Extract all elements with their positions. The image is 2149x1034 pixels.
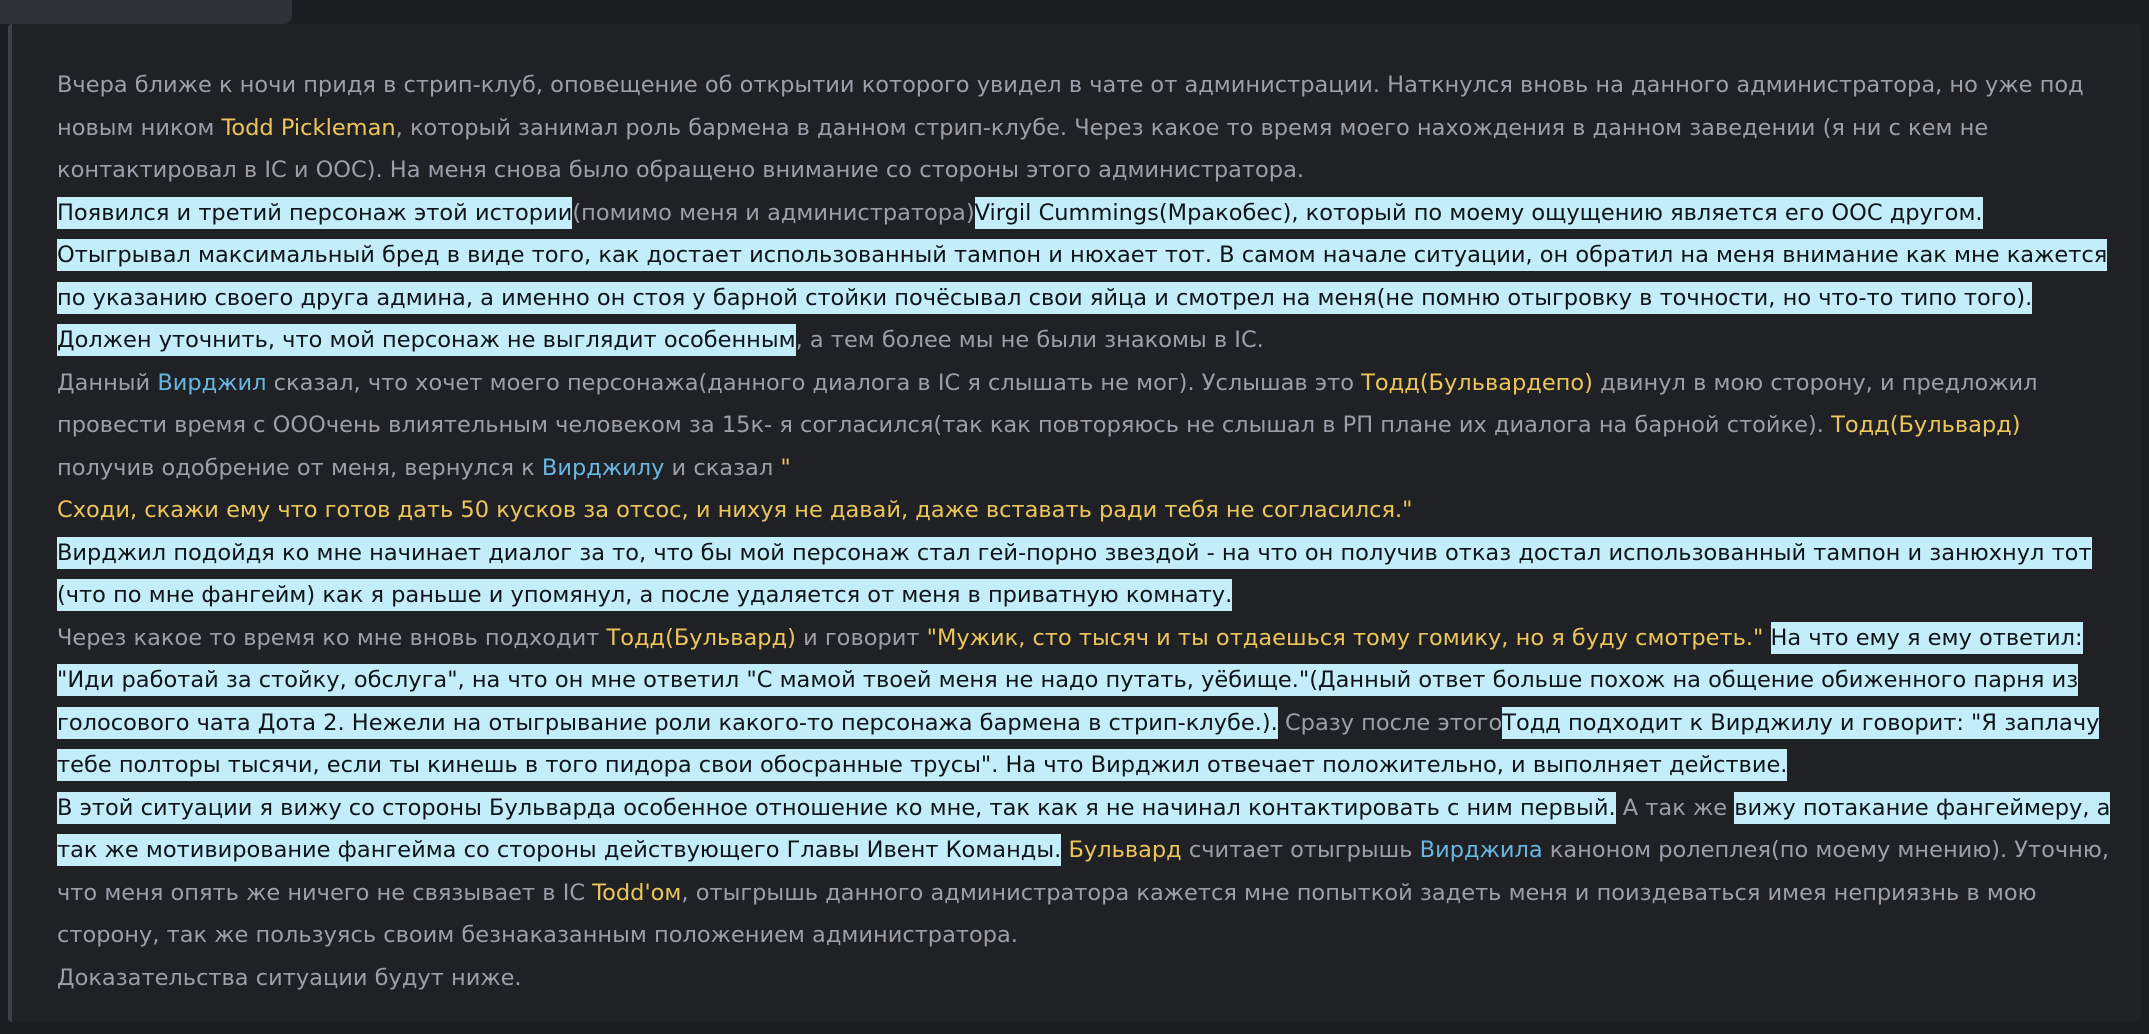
- name-todd: Тодд(Бульвард): [1831, 412, 2021, 438]
- name-virgil: Вирджила: [1419, 837, 1543, 863]
- highlighted-text: Тодд подходит к Вирджилу и говорит: "Я заплачу тебе полторы тысячи, если ты кинешь в того пидора свои обосранные трусы". На что Вирджил отвечает положительно, и выполняет действие.: [57, 707, 2099, 782]
- text-segment: Данный: [57, 369, 158, 396]
- highlighted-text: На что ему я ему ответил: "Иди работай за стойку, обслуга", на что он мне ответил "С мамой твоей меня не надо путать, уёбище."(Данный ответ больше похож на общение обиженного парня из голосового чата Дота 2. Нежели на отыгрывание роли какого-то персонажа бармена в стрип-клубе.).: [57, 622, 2083, 739]
- paragraph-3: [57, 362, 2112, 490]
- username-todd-pickleman: Todd Pickleman: [221, 114, 396, 141]
- highlighted-text: Virgil Cummings(Мракобес), который по моему ощущению является его ООС другом. Отыгрывал максимальный бред в виде того, как достает использованный тампон и нюхает тот. В самом начале ситуации, он обратил на меня внимание как мне кажется по указанию своего друга админа, а именно он стоя у барной стойки почёсывал свои яйца и смотрел на меня(не помню отыгровку в точности, но что-то типо того).: [57, 197, 2107, 314]
- post-body: [57, 64, 2112, 999]
- text-segment: сказал, что хочет моего персонажа(данного диалога в IC я слышать не мог). Услышав это: [266, 369, 1362, 396]
- text-segment: двинул в мою сторону, и предложил провести время с ОООчень влиятельным человеком за 15к- я согласился(так как повторяюсь не слышал в РП плане их диалога на барной стойке).: [57, 369, 2038, 438]
- text-segment: Через какое то время ко мне вновь подходит: [57, 624, 607, 651]
- text-segment: (помимо меня и администратора): [572, 199, 975, 226]
- paragraph-6: [57, 617, 2112, 787]
- top-tab[interactable]: [0, 0, 292, 24]
- highlighted-text: Вирджил подойдя ко мне начинает диалог за то, что бы мой персонаж стал гей-порно звездой - на что он получив отказ достал использованный тампон и занюхнул тот (что по мне фангейм) как я раньше и упомянул, а после удаляется от меня в приватную комнату.: [57, 537, 2092, 612]
- text-segment: и говорит: [795, 624, 927, 651]
- paragraph-5: [57, 532, 2112, 617]
- paragraph-2: [57, 192, 2112, 362]
- highlighted-text: Должен уточнить, что мой персонаж не выглядит особенным: [57, 324, 796, 356]
- text-segment: А так же: [1615, 794, 1735, 821]
- name-virgil: Вирджил: [157, 369, 267, 396]
- highlighted-text: Появился и третий персонаж этой истории: [57, 197, 572, 229]
- text-segment: , который занимал роль бармена в данном стрип-клубе. Через какое то время моего нахождения в данном заведении (я ни с кем не контактировал в IC и OOC). На меня снова было обращено внимание со стороны этого администратора.: [57, 114, 1989, 183]
- text-segment: и сказал: [664, 454, 781, 481]
- name-todd: Тодд(Бульвардепо): [1361, 369, 1593, 396]
- quote-mark: ": [780, 454, 791, 481]
- text-segment: , отыгрышь данного администратора кажется мне попыткой задеть меня и поиздеваться имея неприязнь в мою сторону, так же пользуясь своим безнаказанным положением администратора.: [57, 879, 2037, 948]
- text-segment: Вчера ближе к ночи придя в стрип-клуб, оповещение об открытии которого увидел в чате от администрации. Наткнулся вновь на данного администратора, но уже под новым ником: [57, 72, 2084, 141]
- paragraph-8: Доказательства ситуации будут ниже.: [57, 964, 522, 991]
- paragraph-4-quote: Сходи, скажи ему что готов дать 50 кусков за отсос, и нихуя не давай, даже вставать ради тебя не согласился.": [57, 497, 1413, 523]
- name-todd: Todd'ом: [592, 879, 682, 906]
- text-segment: [1763, 625, 1770, 651]
- highlighted-text: В этой ситуации я вижу со стороны Бульварда особенное отношение ко мне, так как я не начинал контактировать с ним первый.: [57, 792, 1616, 824]
- text-segment: получив одобрение от меня, вернулся к: [57, 454, 542, 481]
- text-segment: считает отыгрышь: [1181, 837, 1420, 863]
- name-bulvard: Бульвард: [1068, 837, 1182, 863]
- text-segment: , а тем более мы не были знакомы в IC.: [795, 327, 1264, 353]
- name-todd: Тодд(Бульвард): [606, 624, 796, 651]
- paragraph-1: [57, 64, 2112, 192]
- text-segment: каноном ролеплея(по моему мнению). Уточню, что меня опять же ничего не связывает в IC: [57, 837, 2109, 906]
- text-segment: Сразу после этого: [1277, 709, 1503, 736]
- name-virgil: Вирджилу: [541, 454, 665, 481]
- paragraph-7: [57, 787, 2112, 957]
- quote-todd: "Мужик, сто тысяч и ты отдаешься тому гомику, но я буду смотреть.": [926, 624, 1764, 651]
- post-container: [8, 24, 2141, 1022]
- highlighted-text: вижу потакание фангеймеру, а так же мотивирование фангейма со стороны действующего Главы Ивент Команды.: [57, 792, 2110, 867]
